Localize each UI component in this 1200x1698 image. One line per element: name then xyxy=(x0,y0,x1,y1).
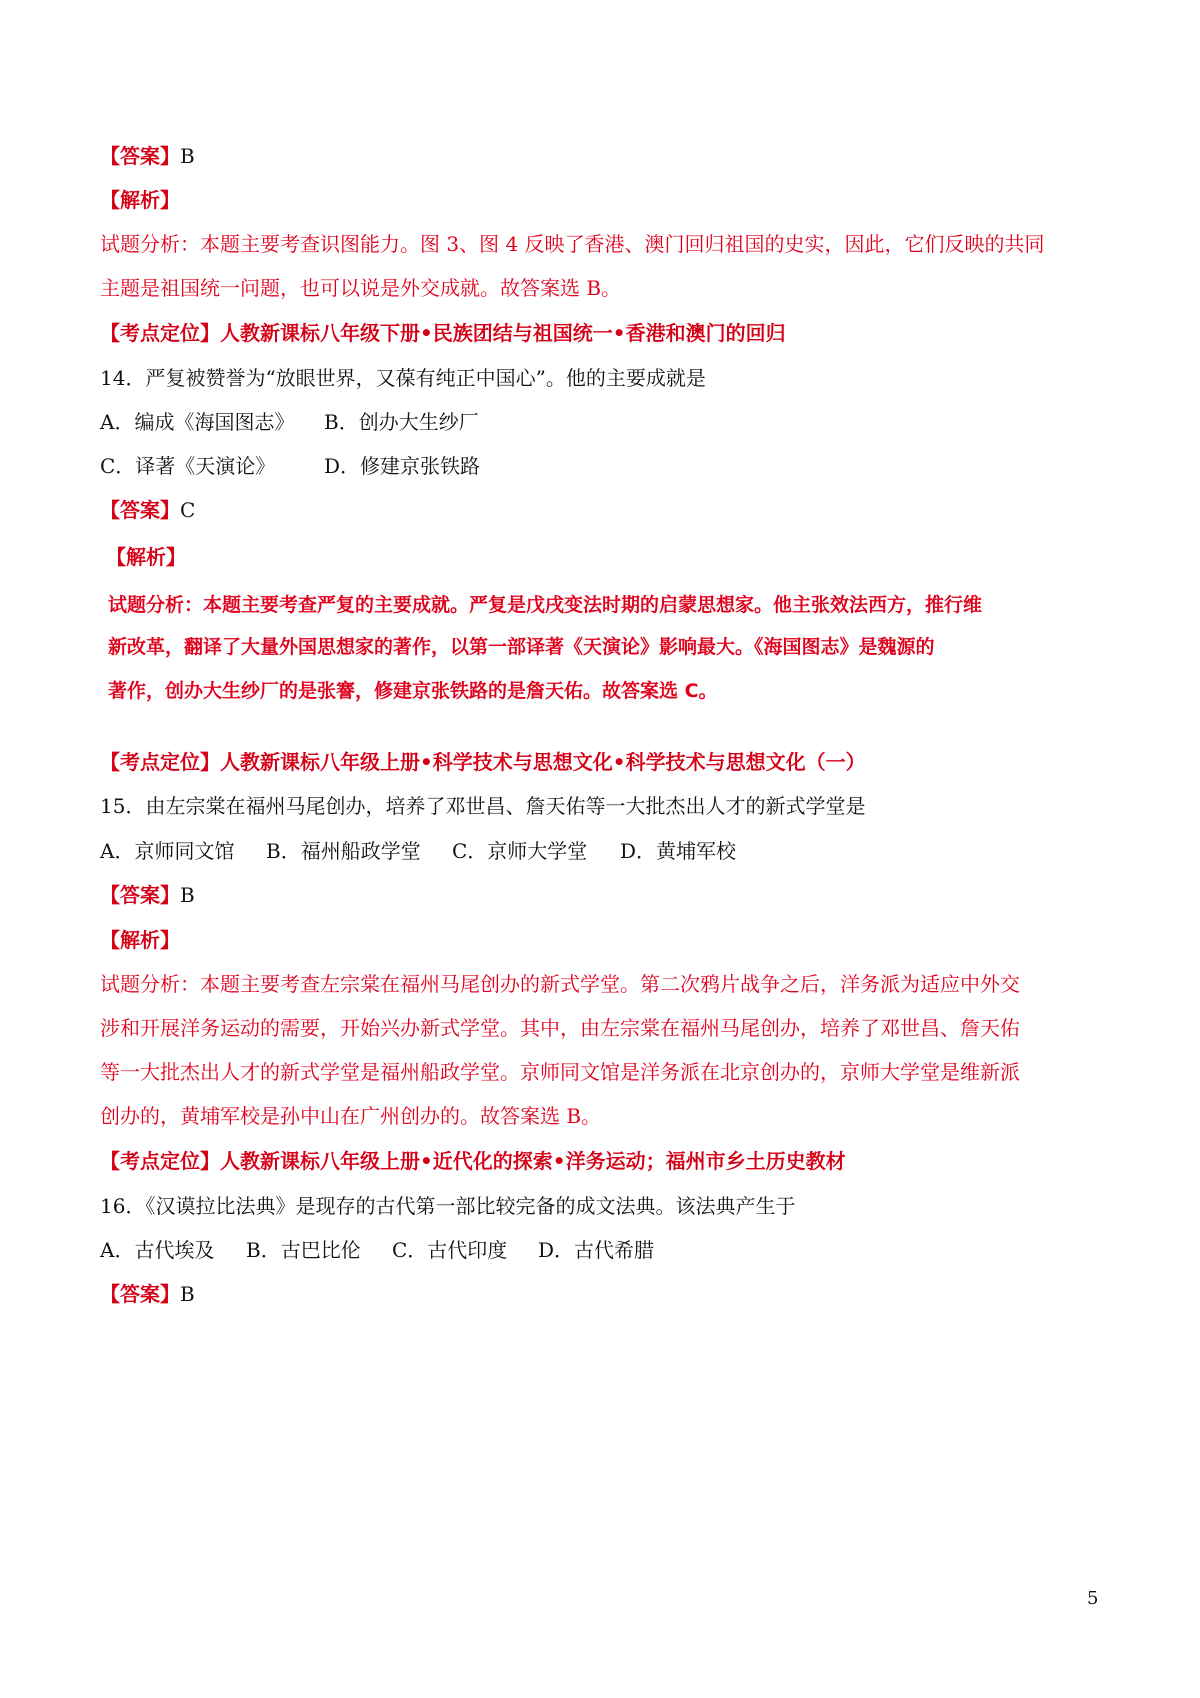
answer-label: 【答案】 xyxy=(100,498,180,522)
q14-analysis-line-1: 试题分析：本题主要考查严复的主要成就。严复是戊戌变法时期的启蒙思想家。他主张效法西方，推行维 xyxy=(108,594,983,616)
kd-value: 人教新课标八年级下册•民族团结与祖国统一•香港和澳门的回归 xyxy=(220,321,786,345)
q14-stem: 14．严复被赞誉为“放眼世界，又葆有纯正中国心”。他的主要成就是 xyxy=(100,366,706,390)
q15-analysis-line-1: 试题分析：本题主要考查左宗棠在福州马尾创办的新式学堂。第二次鸦片战争之后，洋务派为适应中外交 xyxy=(100,972,1020,996)
kd-label: 【考点定位】 xyxy=(100,1149,220,1173)
analysis-label: 【解析】 xyxy=(100,928,180,952)
analysis-label: 【解析】 xyxy=(100,188,180,212)
q13-analysis-label xyxy=(100,186,180,214)
q13-answer xyxy=(100,142,195,170)
q16-option-b: B．古巴比伦 xyxy=(246,1238,361,1262)
q14-knowledge-point xyxy=(100,748,866,776)
q15-analysis-line-4: 创办的，黄埔军校是孙中山在广州创办的。故答案选 B。 xyxy=(100,1104,602,1128)
kd-value: 人教新课标八年级上册•科学技术与思想文化•科学技术与思想文化（一） xyxy=(220,750,866,774)
answer-label: 【答案】 xyxy=(100,1282,180,1306)
q15-stem: 15．由左宗棠在福州马尾创办，培养了邓世昌、詹天佑等一大批杰出人才的新式学堂是 xyxy=(100,794,866,818)
q16-option-a: A．古代埃及 xyxy=(100,1238,215,1262)
q15-analysis-label xyxy=(100,926,180,954)
q13-analysis-line-1: 试题分析：本题主要考查识图能力。图 3、图 4 反映了香港、澳门回归祖国的史实，因此，它们反映的共同 xyxy=(100,232,1045,256)
answer-value: B xyxy=(180,883,195,907)
q15-analysis-line-2: 涉和开展洋务运动的需要，开始兴办新式学堂。其中，由左宗棠在福州马尾创办，培养了邓世昌、詹天佑 xyxy=(100,1016,1020,1040)
q15-knowledge-point xyxy=(100,1147,846,1175)
q16-option-c: C．古代印度 xyxy=(392,1238,508,1262)
q15-analysis-line-3: 等一大批杰出人才的新式学堂是福州船政学堂。京师同文馆是洋务派在北京创办的，京师大学堂是维新派 xyxy=(100,1060,1020,1084)
answer-value: C xyxy=(180,498,196,522)
page-number: 5 xyxy=(1087,1588,1099,1609)
answer-value: B xyxy=(180,1282,195,1306)
answer-label: 【答案】 xyxy=(100,144,180,168)
kd-label: 【考点定位】 xyxy=(100,750,220,774)
q16-stem: 16．《汉谟拉比法典》是现存的古代第一部比较完备的成文法典。该法典产生于 xyxy=(100,1194,796,1218)
q14-option-b: B．创办大生纱厂 xyxy=(324,410,479,434)
q16-answer xyxy=(100,1280,195,1308)
q15-option-a: A．京师同文馆 xyxy=(100,839,235,863)
answer-label: 【答案】 xyxy=(100,883,180,907)
q14-option-d: D．修建京张铁路 xyxy=(324,454,481,478)
q14-option-a: A．编成《海国图志》 xyxy=(100,410,295,434)
answer-value: B xyxy=(180,144,195,168)
q15-option-d: D．黄埔军校 xyxy=(620,839,737,863)
q15-option-b: B．福州船政学堂 xyxy=(266,839,421,863)
analysis-label: 【解析】 xyxy=(106,545,186,569)
q14-analysis-line-2: 新改革，翻译了大量外国思想家的著作，以第一部译著《天演论》影响最大。《海国图志》是魏源的 xyxy=(108,636,935,658)
q14-analysis-line-3: 著作，创办大生纱厂的是张謇，修建京张铁路的是詹天佑。故答案选 C。 xyxy=(108,680,718,702)
kd-label: 【考点定位】 xyxy=(100,321,220,345)
q14-analysis-label xyxy=(106,543,186,571)
q14-option-c: C．译著《天演论》 xyxy=(100,454,276,478)
q16-option-d: D．古代希腊 xyxy=(538,1238,655,1262)
q13-knowledge-point xyxy=(100,319,786,347)
q13-analysis-line-2: 主题是祖国统一问题，也可以说是外交成就。故答案选 B。 xyxy=(100,276,622,300)
q14-answer xyxy=(100,496,195,524)
q15-answer xyxy=(100,881,195,909)
q15-option-c: C．京师大学堂 xyxy=(452,839,588,863)
kd-value: 人教新课标八年级上册•近代化的探索•洋务运动；福州市乡土历史教材 xyxy=(220,1149,846,1173)
